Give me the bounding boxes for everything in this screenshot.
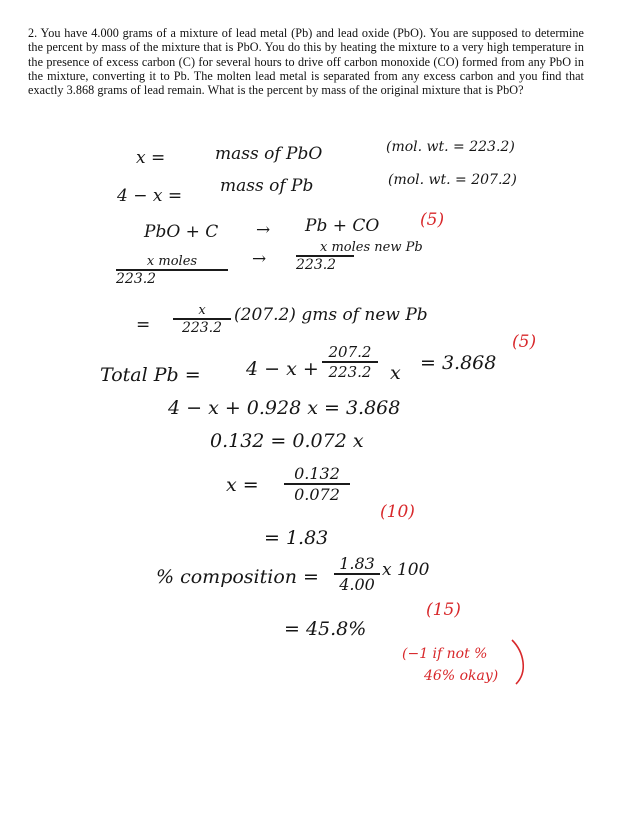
moles-newpb-num: x moles new Pb [320, 240, 423, 255]
reaction-arrow: → [256, 220, 271, 240]
def-x-molwt: (mol. wt. = 223.2) [386, 139, 515, 155]
percent-times: x 100 [382, 560, 430, 580]
reaction-rhs: Pb + CO [305, 216, 380, 236]
moles-newpb-den: 223.2 [296, 256, 337, 273]
points-solve: (10) [380, 502, 415, 522]
total-pb-label: Total Pb = [100, 364, 201, 386]
equation-sum: 4 − x + 0.928 x = 3.868 [168, 397, 401, 419]
grams-num: x [198, 303, 206, 318]
total-pb-den: 223.2 [328, 362, 372, 381]
solve-x-value: = 1.83 [264, 527, 329, 549]
percent-den: 4.00 [339, 574, 375, 594]
grams-den: 223.2 [181, 319, 223, 336]
percent-label: % composition = [156, 566, 319, 588]
total-pb-num: 207.2 [328, 343, 372, 361]
percent-num: 1.83 [339, 554, 375, 573]
moles-pbo-den: 223.2 [116, 270, 157, 287]
points-total: (5) [512, 332, 537, 352]
equation-diff: 0.132 = 0.072 x [210, 430, 364, 452]
solve-x-label: x = [226, 474, 259, 496]
def-pb-left: 4 − x = [117, 186, 183, 206]
total-pb-expr: 4 − x + [246, 358, 319, 380]
points-percent: (15) [426, 600, 461, 620]
def-pb-molwt: (mol. wt. = 207.2) [388, 172, 517, 188]
grams-eq-sign: = [136, 315, 151, 335]
solve-x-den: 0.072 [294, 484, 340, 504]
problem-statement: 2. You have 4.000 grams of a mixture of lead metal (Pb) and lead oxide (PbO). You are supposed to determine the percent by mass of the mixture that is PbO. You do this by heating the mixture to a very high temperature in the presence of excess carbon (C) for several hours to drive off carbon monoxide (CO) formed from any PbO in the mixture, converting it to Pb. The molten lead metal is separated from any excess carbon and you find that exactly 3.868 grams of lead remain. What is the percent by mass of the original mixture that is PbO? [28, 26, 584, 98]
grading-note-line2: 46% okay) [424, 668, 499, 684]
def-x-mid: mass of PbO [215, 144, 323, 164]
grams-rest: (207.2) gms of new Pb [234, 305, 428, 325]
total-pb-x: x [390, 362, 401, 384]
grading-note-line1: (−1 if not % [402, 646, 488, 662]
percent-value: = 45.8% [284, 618, 367, 640]
reaction-lhs: PbO + C [144, 222, 219, 242]
moles-pbo-num: x moles [146, 254, 198, 269]
total-pb-value: = 3.868 [420, 352, 497, 374]
note-closing-paren [512, 640, 523, 684]
def-x-left: x = [136, 148, 166, 168]
solve-x-num: 0.132 [294, 464, 340, 483]
moles-arrow: → [252, 249, 267, 269]
points-rxn: (5) [420, 210, 445, 230]
def-pb-mid: mass of Pb [220, 176, 314, 196]
